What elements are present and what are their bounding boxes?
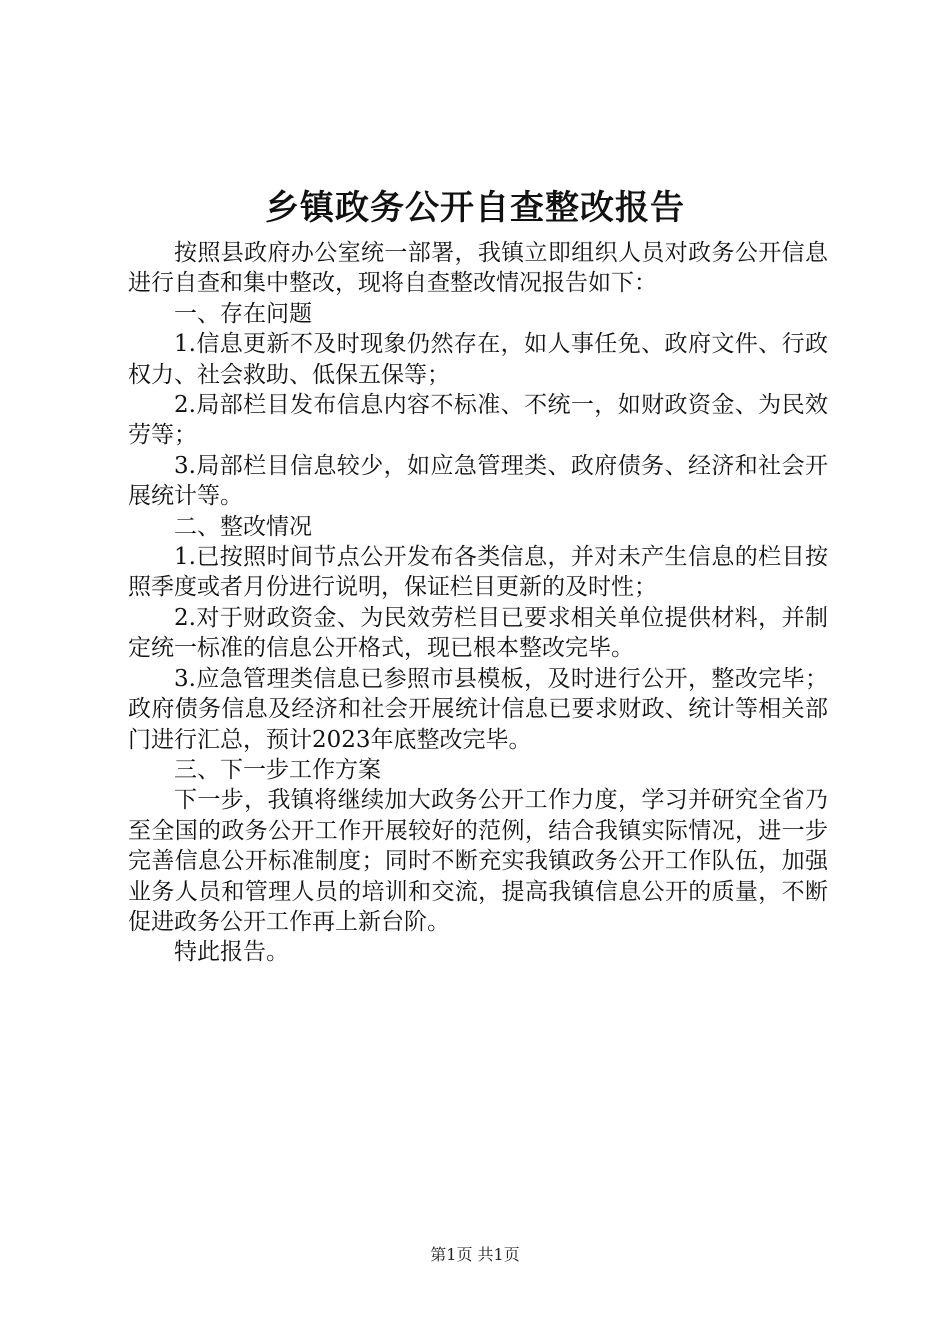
problem-item-3: 3.局部栏目信息较少，如应急管理类、政府债务、经济和社会开展统计等。 [128,452,828,510]
page-number-footer: 第1页 共1页 [430,1245,520,1264]
document-title: 乡镇政务公开自查整改报告 [265,188,685,228]
closing-paragraph: 特此报告。 [174,939,289,966]
problem-item-1: 1.信息更新不及时现象仍然存在，如人事任免、政府文件、行政权力、社会救助、低保五保等； [128,331,828,388]
document-body [128,238,828,968]
next-steps-paragraph: 下一步，我镇将继续加大政务公开工作力度，学习并研究全省乃至全国的政务公开工作开展较好的范例，结合我镇实际情况，进一步完善信息公开标准制度；同时不断充实我镇政务公开工作队伍，加强业务人员和管理人员的培训和交流，提高我镇信息公开的质量，不断促进政务公开工作再上新台阶。 [128,787,828,935]
rectification-item-1: 1.已按照时间节点公开发布各类信息，并对未产生信息的栏目按照季度或者月份进行说明，保证栏目更新的及时性； [128,544,828,601]
problem-item-2: 2.局部栏目发布信息内容不标准、不统一，如财政资金、为民效劳等； [128,392,828,449]
rectification-item-2: 2.对于财政资金、为民效劳栏目已要求相关单位提供材料，并制定统一标准的信息公开格式，现已根本整改完毕。 [128,604,828,662]
section-heading-next-steps: 三、下一步工作方案 [174,756,381,783]
intro-paragraph: 按照县政府办公室统一部署，我镇立即组织人员对政务公开信息进行自查和集中整改，现将自查整改情况报告如下： [128,240,828,297]
section-heading-problems: 一、存在问题 [174,300,312,327]
rectification-item-3: 3.应急管理类信息已参照市县模板，及时进行公开，整改完毕；政府债务信息及经济和社会开展统计信息已要求财政、统计等相关部门进行汇总，预计2023年底整改完毕。 [128,665,828,753]
section-heading-rectification: 二、整改情况 [174,513,312,540]
